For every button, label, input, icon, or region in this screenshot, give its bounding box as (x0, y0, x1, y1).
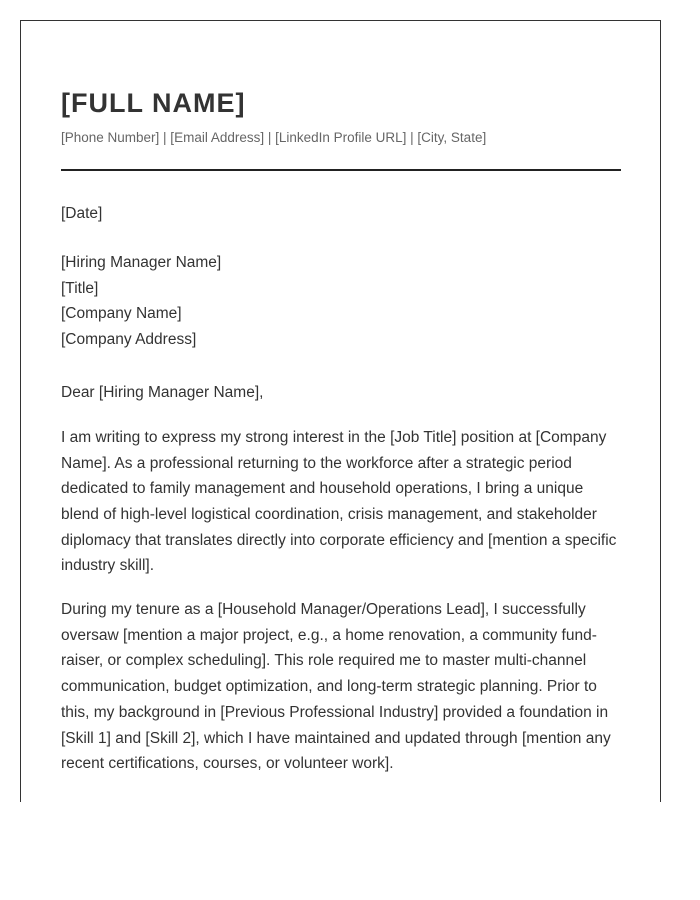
recipient-company-address: [Company Address] (61, 331, 197, 349)
contact-line: [Phone Number] | [Email Address] | [LinkedIn Profile URL] | [City, State] (61, 130, 487, 145)
header-divider (61, 169, 621, 171)
applicant-name: [FULL NAME] (61, 88, 246, 118)
salutation: Dear [Hiring Manager Name], (61, 383, 264, 401)
body-paragraph-2: During my tenure as a [Household Manager/Operations Lead], I successfully oversaw [mention a major project, e.g., a home renovation, a community fund-raiser, or complex scheduling]. This role required me to master multi-channel communication, budget optimization, and long-term strategic planning. Prior to this, my background in [Previous Professional Industry] provided a foundation in [Skill 1] and [Skill 2], which I have maintained and updated through [mention any recent certifications, courses, or volunteer work]. (61, 601, 611, 773)
body-paragraph-1: I am writing to express my strong interest in the [Job Title] position at [Company Name]. As a professional returning to the workforce after a strategic period dedicated to family management and household operations, I bring a unique blend of high-level logistical coordination, crisis management, and stakeholder diplomacy that translates directly into corporate efficiency and [mention a specific industry skill]. (61, 428, 617, 575)
letter-content (61, 87, 621, 792)
recipient-manager-name: [Hiring Manager Name] (61, 254, 222, 271)
recipient-address-block (61, 250, 621, 353)
recipient-title: [Title] (61, 279, 99, 297)
letter-date: [Date] (61, 205, 103, 222)
document-page (20, 20, 661, 802)
recipient-company-name: [Company Name] (61, 305, 182, 323)
